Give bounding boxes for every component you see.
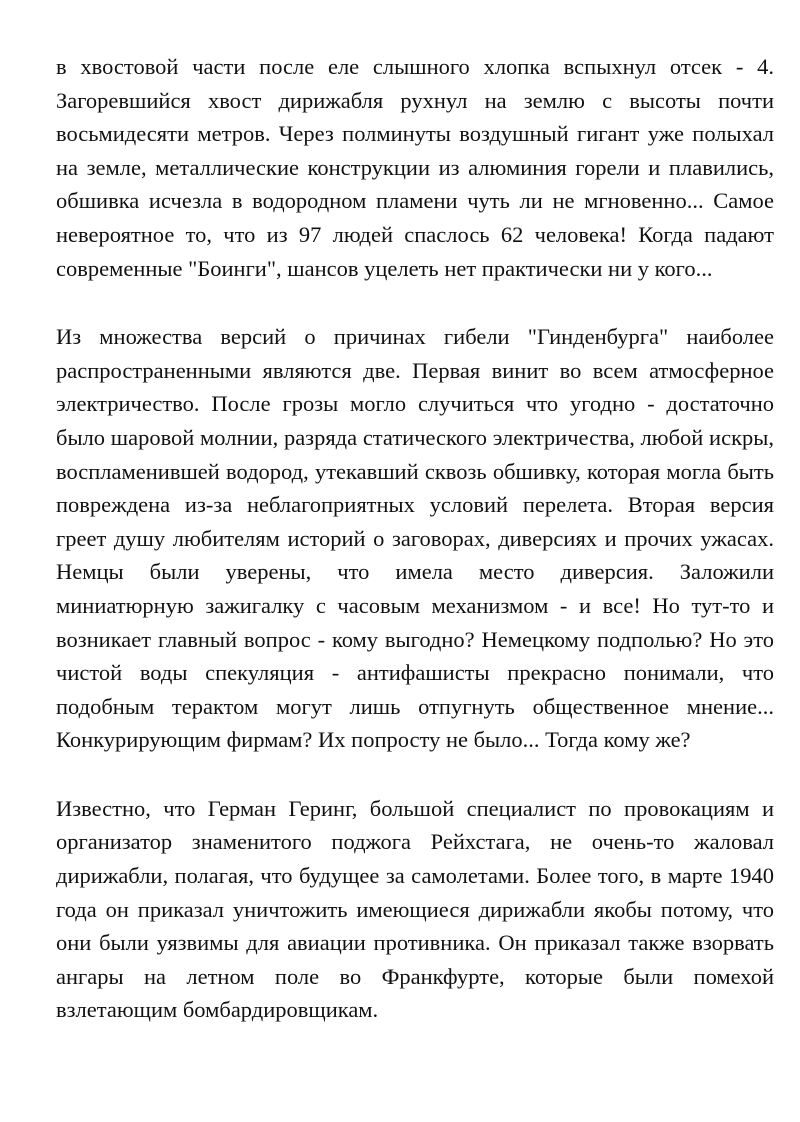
paragraph-3: Известно, что Герман Геринг, большой специалист по провокациям и организатор знаменитого поджога Рейхстага, не очень-то жаловал дирижабли, полагая, что будущее за самолетами. Более того, в марте 1940 года он приказал уничтожить имеющиеся дирижабли якобы потому, что они были уязвимы для авиации противника. Он приказал также взорвать ангары на летном поле во Франкфурте, которые были помехой взлетающим бомбардировщикам. [56, 795, 774, 1023]
paragraph-2: Из множества версий о причинах гибели "Гинденбурга" наиболее распространенными являются две. Первая винит во всем атмосферное электричество. После грозы могло случиться что угодно - достаточно было шаровой молнии, разряда статического электричества, любой искры, воспламенившей водород, утекавший сквозь обшивку, которая могла быть повреждена из-за неблагоприятных условий перелета. Вторая версия греет душу любителям историй о заговорах, диверсиях и прочих ужасах. Немцы были уверены, что имела место диверсия. Заложили миниатюрную зажигалку с часовым механизмом - и все! Но тут-то и возникает главный вопрос - кому выгодно? Немецкому подполью? Но это чистой воды спекуляция - антифашисты прекрасно понимали, что подобным терактом могут лишь отпугнуть общественное мнение... Конкурирующим фирмам? Их попросту не было... Тогда кому же? [56, 324, 774, 753]
document-body [56, 50, 774, 1062]
paragraph-1: в хвостовой части после еле слышного хлопка вспыхнул отсек - 4. Загоревшийся хвост дирижабля рухнул на землю с высоты почти восьмидесяти метров. Через полминуты воздушный гигант уже полыхал на земле, металлические конструкции из алюминия горели и плавились, обшивка исчезла в водородном пламени чуть ли не мгновенно... Самое невероятное то, что из 97 людей спаслось 62 человека! Когда падают современные "Боинги", шансов уцелеть нет практически ни у кого... [56, 54, 774, 281]
